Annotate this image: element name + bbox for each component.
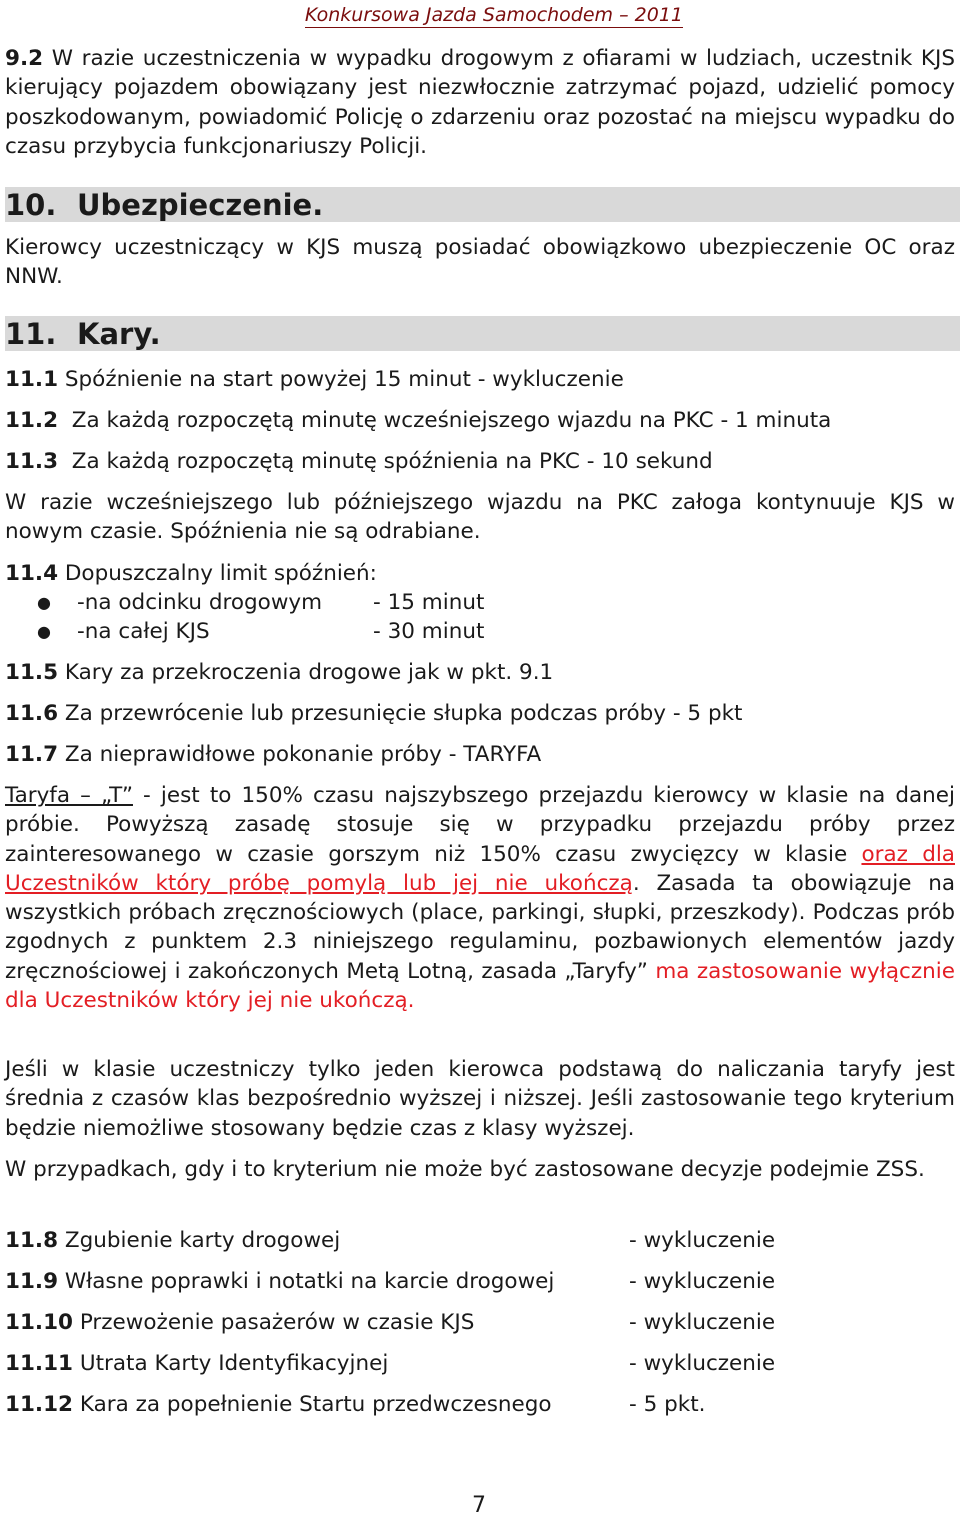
section-text: W razie uczestniczenia w wypadku drogowym z ofiarami w ludziach, uczestnik KJS kierujący pojazdem obowiązany jest niezwłocznie zatrzymać pojazd, udzielić pomocy poszkodowanym, powiadomić Policję o zdarzeniu oraz pozostać na miejscu wypadku do czasu przybycia funkcjonariuszy Policji. [5, 46, 955, 159]
item-11-6 [5, 699, 742, 728]
paragraph-jesli [5, 1055, 955, 1143]
item-number: 11.7 [5, 742, 59, 767]
paragraph-zss [5, 1155, 955, 1184]
bullet-value: - 30 minut [373, 619, 485, 644]
section-number: 9.2 [5, 46, 44, 71]
item-penalty: - wykluczenie [629, 1228, 776, 1253]
page-number: 7 [472, 1493, 486, 1518]
section-heading-10 [5, 187, 960, 222]
section-10-text [5, 233, 955, 292]
item-penalty: - 5 pkt. [629, 1392, 706, 1417]
item-number: 11.2 [5, 408, 59, 433]
item-text: Przewożenie pasażerów w czasie KJS [73, 1310, 475, 1335]
taryfa-highlight: ma zastosowanie wyłącznie dla Uczestników który jej nie ukończą. [5, 958, 955, 1014]
heading-title: Kary. [77, 317, 161, 351]
item-number: 11.10 [5, 1310, 74, 1335]
bullet-icon: ● [37, 622, 51, 641]
item-11-11 [5, 1349, 388, 1378]
item-11-7 [5, 740, 541, 769]
item-text: Dopuszczalny limit spóźnień: [58, 561, 377, 586]
item-text: Kara za popełnienie Startu przedwczesnego [73, 1392, 552, 1417]
item-number: 11.8 [5, 1228, 59, 1253]
bullet-label: -na odcinku drogowym [77, 590, 323, 615]
item-text: Za każdą rozpoczętą minutę spóźnienia na PKC - 10 sekund [58, 449, 713, 474]
item-text: Za przewrócenie lub przesunięcie słupka podczas próby - 5 pkt [58, 701, 743, 726]
taryfa-paragraph [5, 781, 955, 1015]
taryfa-term: Taryfa – „T” [5, 783, 133, 808]
item-number: 11.3 [5, 449, 59, 474]
item-number: 11.12 [5, 1392, 74, 1417]
running-header: Konkursowa Jazda Samochodem – 2011 [304, 4, 683, 26]
item-11-3-note [5, 488, 955, 547]
item-text: Kary za przekroczenia drogowe jak w pkt. 9.1 [58, 660, 554, 685]
item-text: Zgubienie karty drogowej [58, 1228, 341, 1253]
item-number: 11.9 [5, 1269, 59, 1294]
item-11-3 [5, 447, 713, 476]
paragraph: W razie wcześniejszego lub późniejszego wjazdu na PKC załoga kontynuuje KJS w nowym czasie. Spóźnienia nie są odrabiane. [5, 490, 955, 545]
taryfa-highlight: oraz dla Uczestników który próbę pomylą lub jej nie ukończą [5, 841, 955, 896]
item-11-4 [5, 559, 377, 588]
taryfa-text: . Zasada ta obowiązuje na wszystkich próbach zręcznościowych (place, parkingi, słupki, przeszkody). Podczas prób zgodnych z punktem 2.3 niniejszego regulaminu, pozbawionych elementów jazdy zręcznościowej i zakończonych Metą Lotną, zasada „Taryfy” [5, 870, 955, 984]
item-number: 11.1 [5, 367, 59, 392]
item-penalty: - wykluczenie [629, 1351, 776, 1376]
item-11-9 [5, 1267, 554, 1296]
item-number: 11.5 [5, 660, 59, 685]
item-11-12 [5, 1390, 552, 1419]
item-text: Spóźnienie na start powyżej 15 minut - wykluczenie [58, 367, 624, 392]
item-11-8 [5, 1226, 340, 1255]
item-11-10 [5, 1308, 474, 1337]
item-penalty: - wykluczenie [629, 1269, 776, 1294]
heading-number: 11. [5, 317, 57, 351]
heading-number: 10. [5, 188, 57, 222]
item-number: 11.11 [5, 1351, 74, 1376]
paragraph: Jeśli w klasie uczestniczy tylko jeden kierowca podstawą do naliczania taryfy jest średnia z czasów klas bezpośrednio wyższej i niższej. Jeśli zastosowanie tego kryterium będzie niemożliwe stosowany będzie czas z klasy wyższej. [5, 1057, 955, 1141]
paragraph: Kierowcy uczestniczący w KJS muszą posiadać obowiązkowo ubezpieczenie OC oraz NNW. [5, 235, 955, 290]
bullet-value: - 15 minut [373, 590, 485, 615]
bullet-label: -na całej KJS [77, 619, 210, 644]
section-heading-11 [5, 316, 960, 351]
item-number: 11.4 [5, 561, 59, 586]
heading-title: Ubezpieczenie. [77, 188, 324, 222]
item-text: Za każdą rozpoczętą minutę wcześniejszego wjazdu na PKC - 1 minuta [58, 408, 832, 433]
item-11-2 [5, 406, 831, 435]
item-text: Utrata Karty Identyfikacyjnej [73, 1351, 389, 1376]
item-number: 11.6 [5, 701, 59, 726]
bullet-icon: ● [37, 593, 51, 612]
item-penalty: - wykluczenie [629, 1310, 776, 1335]
taryfa-text: - jest to 150% czasu najszybszego przejazdu kierowcy w klasie na danej próbie. Powyższą zasadę stosuje się w przypadku przejazdu próby przez zainteresowanego w czasie gorszym niż 150% czasu zwycięzcy w klasie [5, 783, 955, 867]
item-text: Za nieprawidłowe pokonanie próby - TARYFA [58, 742, 542, 767]
section-9-2 [5, 44, 955, 161]
item-11-1 [5, 365, 624, 394]
item-11-5 [5, 658, 553, 687]
item-text: Własne poprawki i notatki na karcie drogowej [58, 1269, 555, 1294]
paragraph: W przypadkach, gdy i to kryterium nie może być zastosowane decyzje podejmie ZSS. [5, 1157, 925, 1182]
